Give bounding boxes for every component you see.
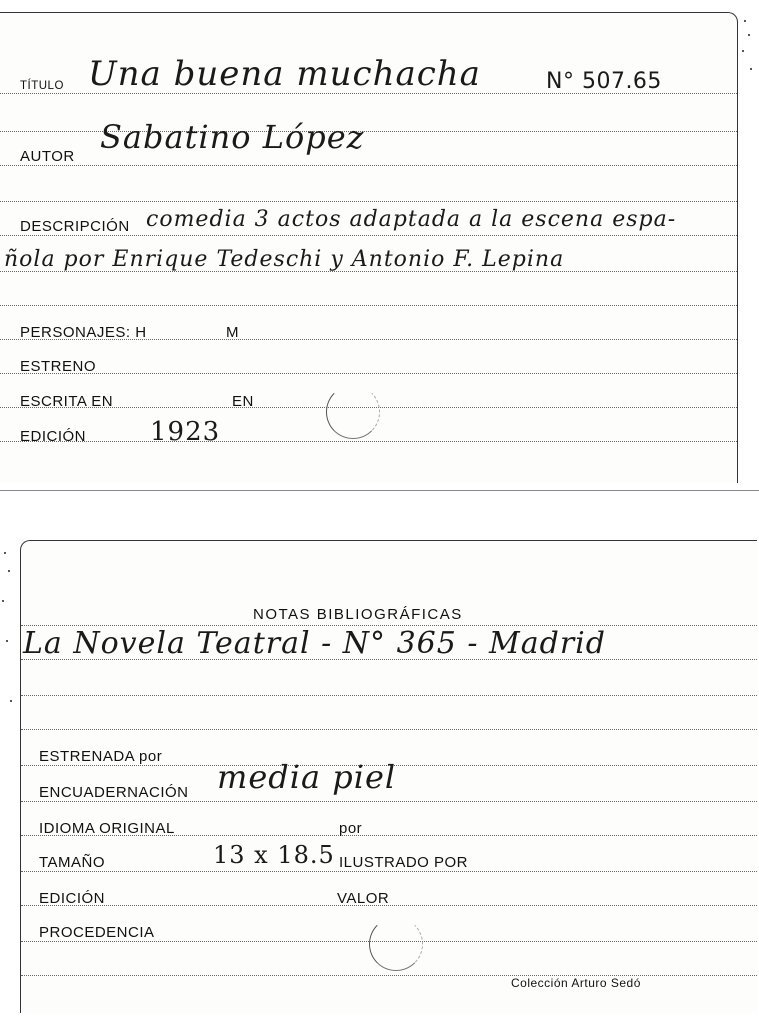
descripcion-label: DESCRIPCIÓN (20, 218, 130, 235)
scan-speck (8, 570, 10, 572)
tamano-value: 13 x 18.5 (213, 841, 335, 869)
autor-label: AUTOR (20, 148, 75, 165)
card-separator (0, 490, 759, 491)
edicion-label: EDICIÓN (20, 428, 87, 445)
coleccion-label: Colección Arturo Sedó (511, 976, 641, 990)
scan-speck (748, 34, 750, 36)
notas-value: La Novela Teatral - N° 365 - Madrid (23, 626, 606, 661)
ilustrado-por-label: ILUSTRADO POR (339, 854, 469, 871)
rule-line (0, 201, 737, 202)
punch-hole-mark (326, 385, 380, 439)
scan-speck (744, 20, 746, 22)
tamano-label: TAMAÑO (39, 854, 106, 871)
catalog-card-back (20, 540, 757, 1013)
escrita-en-label: ESCRITA EN (20, 393, 114, 410)
scan-speck (2, 600, 4, 602)
scan-speck (6, 640, 8, 642)
rule-line (0, 165, 737, 166)
rule-line (0, 441, 737, 442)
rule-line (21, 975, 757, 976)
rule-line (0, 373, 737, 374)
en-label: EN (232, 393, 254, 410)
encuadernacion-value: media piel (217, 758, 397, 796)
scan-speck (750, 68, 752, 70)
autor-value: Sabatino López (100, 118, 365, 156)
valor-label: VALOR (337, 890, 390, 907)
rule-line (21, 695, 757, 696)
edicion-value: 1923 (150, 417, 221, 447)
descripcion-line-2: ñola por Enrique Tedeschi y Antonio F. Lepina (4, 247, 565, 272)
titulo-value: Una buena muchacha (88, 54, 481, 94)
estreno-label: ESTRENO (20, 358, 97, 375)
por-label: por (339, 820, 363, 837)
rule-line (21, 801, 757, 802)
rule-line (0, 305, 737, 306)
edicion-back-label: EDICIÓN (39, 890, 106, 907)
notas-bibliograficas-label: NOTAS BIBLIOGRÁFICAS (253, 606, 463, 623)
descripcion-line-1: comedia 3 actos adaptada a la escena espa- (146, 207, 677, 232)
rule-line (0, 235, 737, 236)
numero-value: N° 507.65 (546, 69, 662, 94)
catalog-card-front (0, 12, 738, 483)
rule-line (21, 729, 757, 730)
idioma-original-label: IDIOMA ORIGINAL (39, 820, 175, 837)
estrenada-label: ESTRENADA por (39, 748, 163, 765)
rule-line (21, 871, 757, 872)
punch-hole-mark (369, 917, 423, 971)
scan-speck (742, 50, 744, 52)
personajes-label: PERSONAJES: H (20, 324, 147, 341)
encuadernacion-label: ENCUADERNACIÓN (39, 784, 189, 801)
titulo-label: TÍTULO (20, 80, 64, 92)
scan-speck (10, 700, 12, 702)
scan-speck (4, 552, 6, 554)
procedencia-label: PROCEDENCIA (39, 924, 155, 941)
m-label: M (226, 324, 239, 341)
